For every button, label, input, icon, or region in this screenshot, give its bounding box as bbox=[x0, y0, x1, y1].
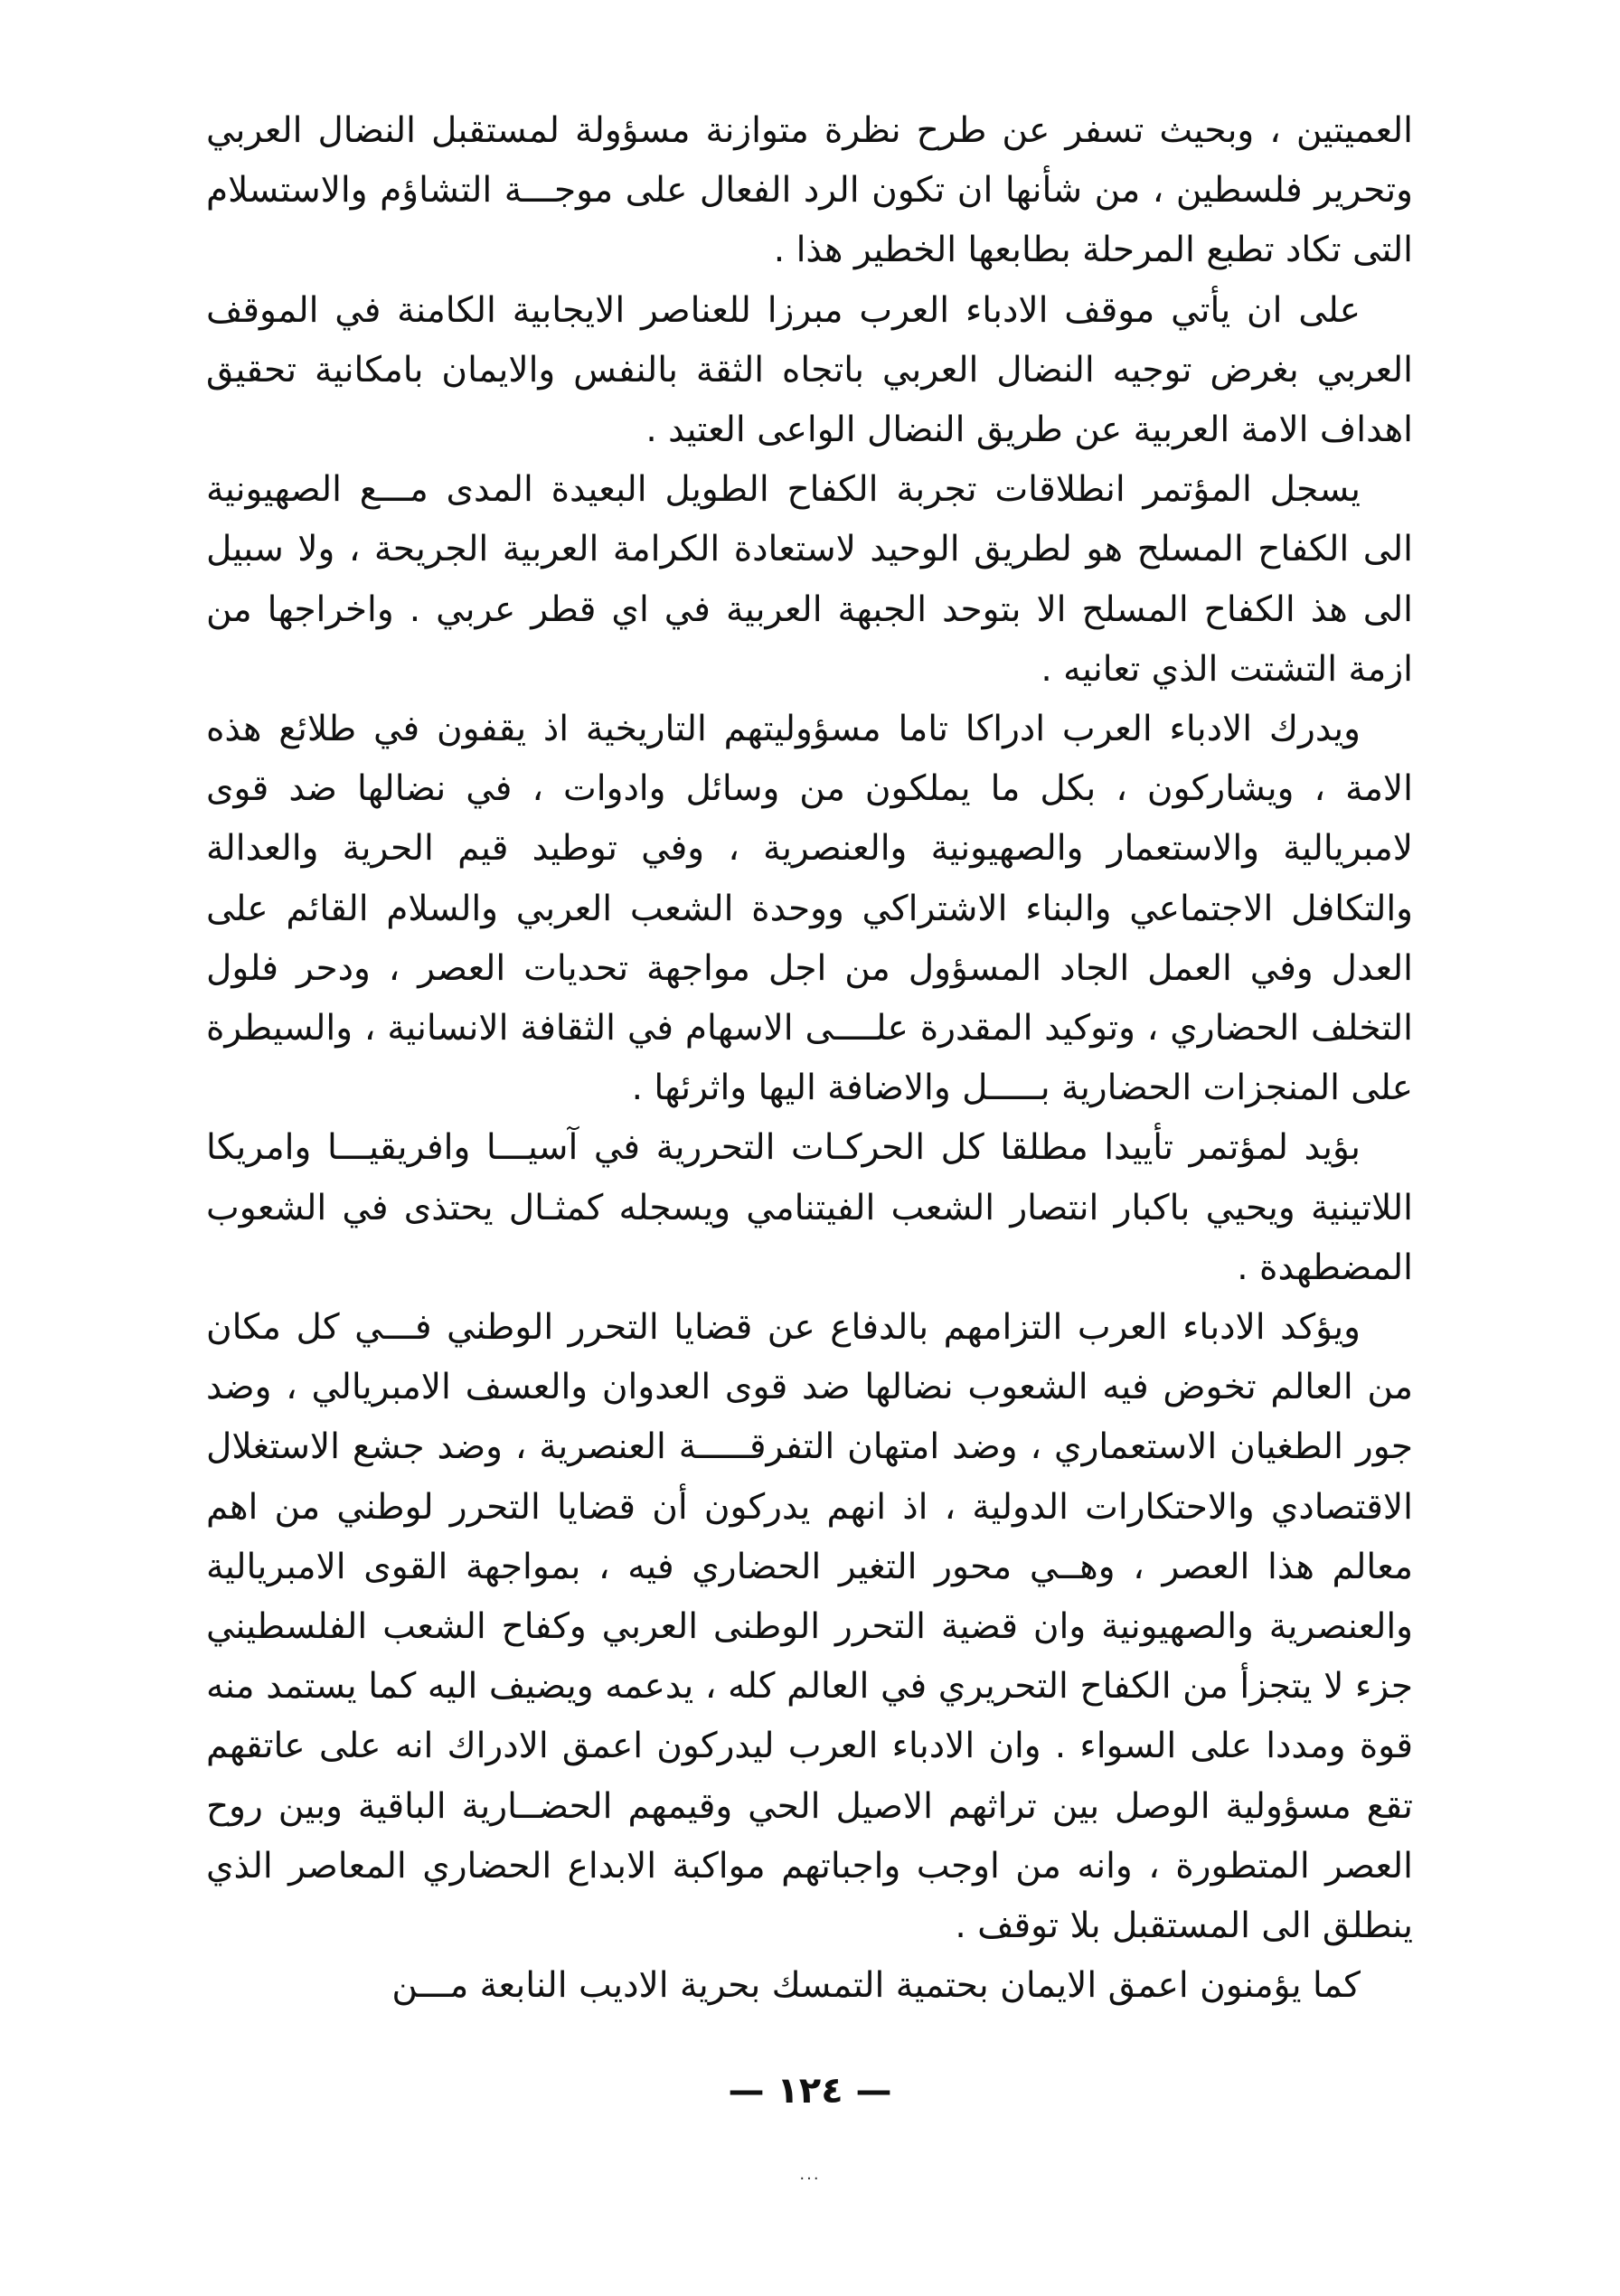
paragraph-7: كما يؤمنون اعمق الايمان بحتمية التمسك بحرية الاديب النابعة مـــن bbox=[391, 1965, 1361, 2007]
paragraph-2: على ان يأتي موقف الادباء العرب مبرزا للعناصر الايجابية الكامنة في الموقف العربي بغرض توجيه النضال العربي باتجاه الثقة بالنفس والايمان بامكانية تحقيق اهداف الامة العربية عن طريق النضال الواعى العتيد . bbox=[206, 289, 1413, 451]
scan-mark: ... bbox=[799, 2165, 821, 2184]
paragraph-4: ويدرك الادباء العرب ادراكا تاما مسؤوليتهم التاريخية اذ يقفون في طلائع هذه الامة ، ويشاركون ، بكل ما يملكون من وسائل وادوات ، في نضالها ضد قوى لامبريالية والاستعمار والصهيونية والعنصرية ، وفي توطيد قيم الحرية والعدالة والتكافل الاجتماعي والبناء الاشتراكي ووحدة الشعب العربي والسلام القائم على العدل وفي العمل الجاد المسؤول من اجل مواجهة تحديات العصر ، ودحر فلول التخلف الحضاري ، وتوكيد المقدرة علــــى الاسهام في الثقافة الانسانية ، والسيطرة على المنجزات الحضارية بـــــل والاضافة اليها واثرئها . bbox=[206, 709, 1413, 1109]
page-number: — ١٢٤ — bbox=[728, 2070, 892, 2112]
paragraph-5: بؤيد لمؤتمر تأييدا مطلقا كل الحركـات التحررية في آسيـــا وافريقيـــا وامريكا اللاتينية ويحيي باكبار انتصار الشعب الفيتنامي ويسجله كمثـال يحتذى في الشعوب المضطهدة . bbox=[206, 1127, 1413, 1288]
paragraph-6: ويؤكد الادباء العرب التزامهم بالدفاع عن قضايا التحرر الوطني فـــي كل مكان من العالم تخوض فيه الشعوب نضالها ضد قوى العدوان والعسف الامبريالي ، وضد جور الطغيان الاستعماري ، وضد امتهان التفرقـــــة العنصرية ، وضد جشع الاستغلال الاقتصادي والاحتكارات الدولية ، اذ انهم يدركون أن قضايا التحرر لوطني من اهم معالم هذا العصر ، وهــي محور التغير الحضاري فيه ، بمواجهة القوى الامبريالية والعنصرية والصهيونية وان قضية التحرر الوطنى العربي وكفاح الشعب الفلسطيني جزء لا يتجزأ من الكفاح التحريري في العالم كله ، يدعمه ويضيف اليه كما يستمد منه قوة ومددا على السواء . وان الادباء العرب ليدركون اعمق الادراك انه على عاتقهم تقع مسؤولية الوصل بين تراثهم الاصيل الحي وقيمهم الحضــارية الباقية وبين روح العصر المتطورة ، وانه من اوجب واجباتهم مواكبة الابداع الحضاري المعاصر الذي ينطلق الى المستقبل بلا توقف . bbox=[206, 1307, 1413, 1947]
paragraph-3: يسجل المؤتمر انطلاقات تجربة الكفاح الطويل البعيدة المدى مـــع الصهيونية الى الكفاح المسلح هو لطريق الوحيد لاستعادة الكرامة العربية الجريحة ، ولا سبيل الى هذ الكفاح المسلح الا بتوحد الجبهة العربية في اي قطر عربي . واخراجها من ازمة التشتت الذي تعانيه . bbox=[206, 469, 1413, 690]
paragraph-1: العميتين ، وبحيث تسفر عن طرح نظرة متوازنة مسؤولة لمستقبل النضال العربي وتحرير فلسطين ، من شأنها ان تكون الرد الفعال على موجـــة التشاؤم والاستسلام التى تكاد تطبع المرحلة بطابعها الخطير هذا . bbox=[206, 110, 1413, 271]
body-text bbox=[206, 101, 1413, 2072]
